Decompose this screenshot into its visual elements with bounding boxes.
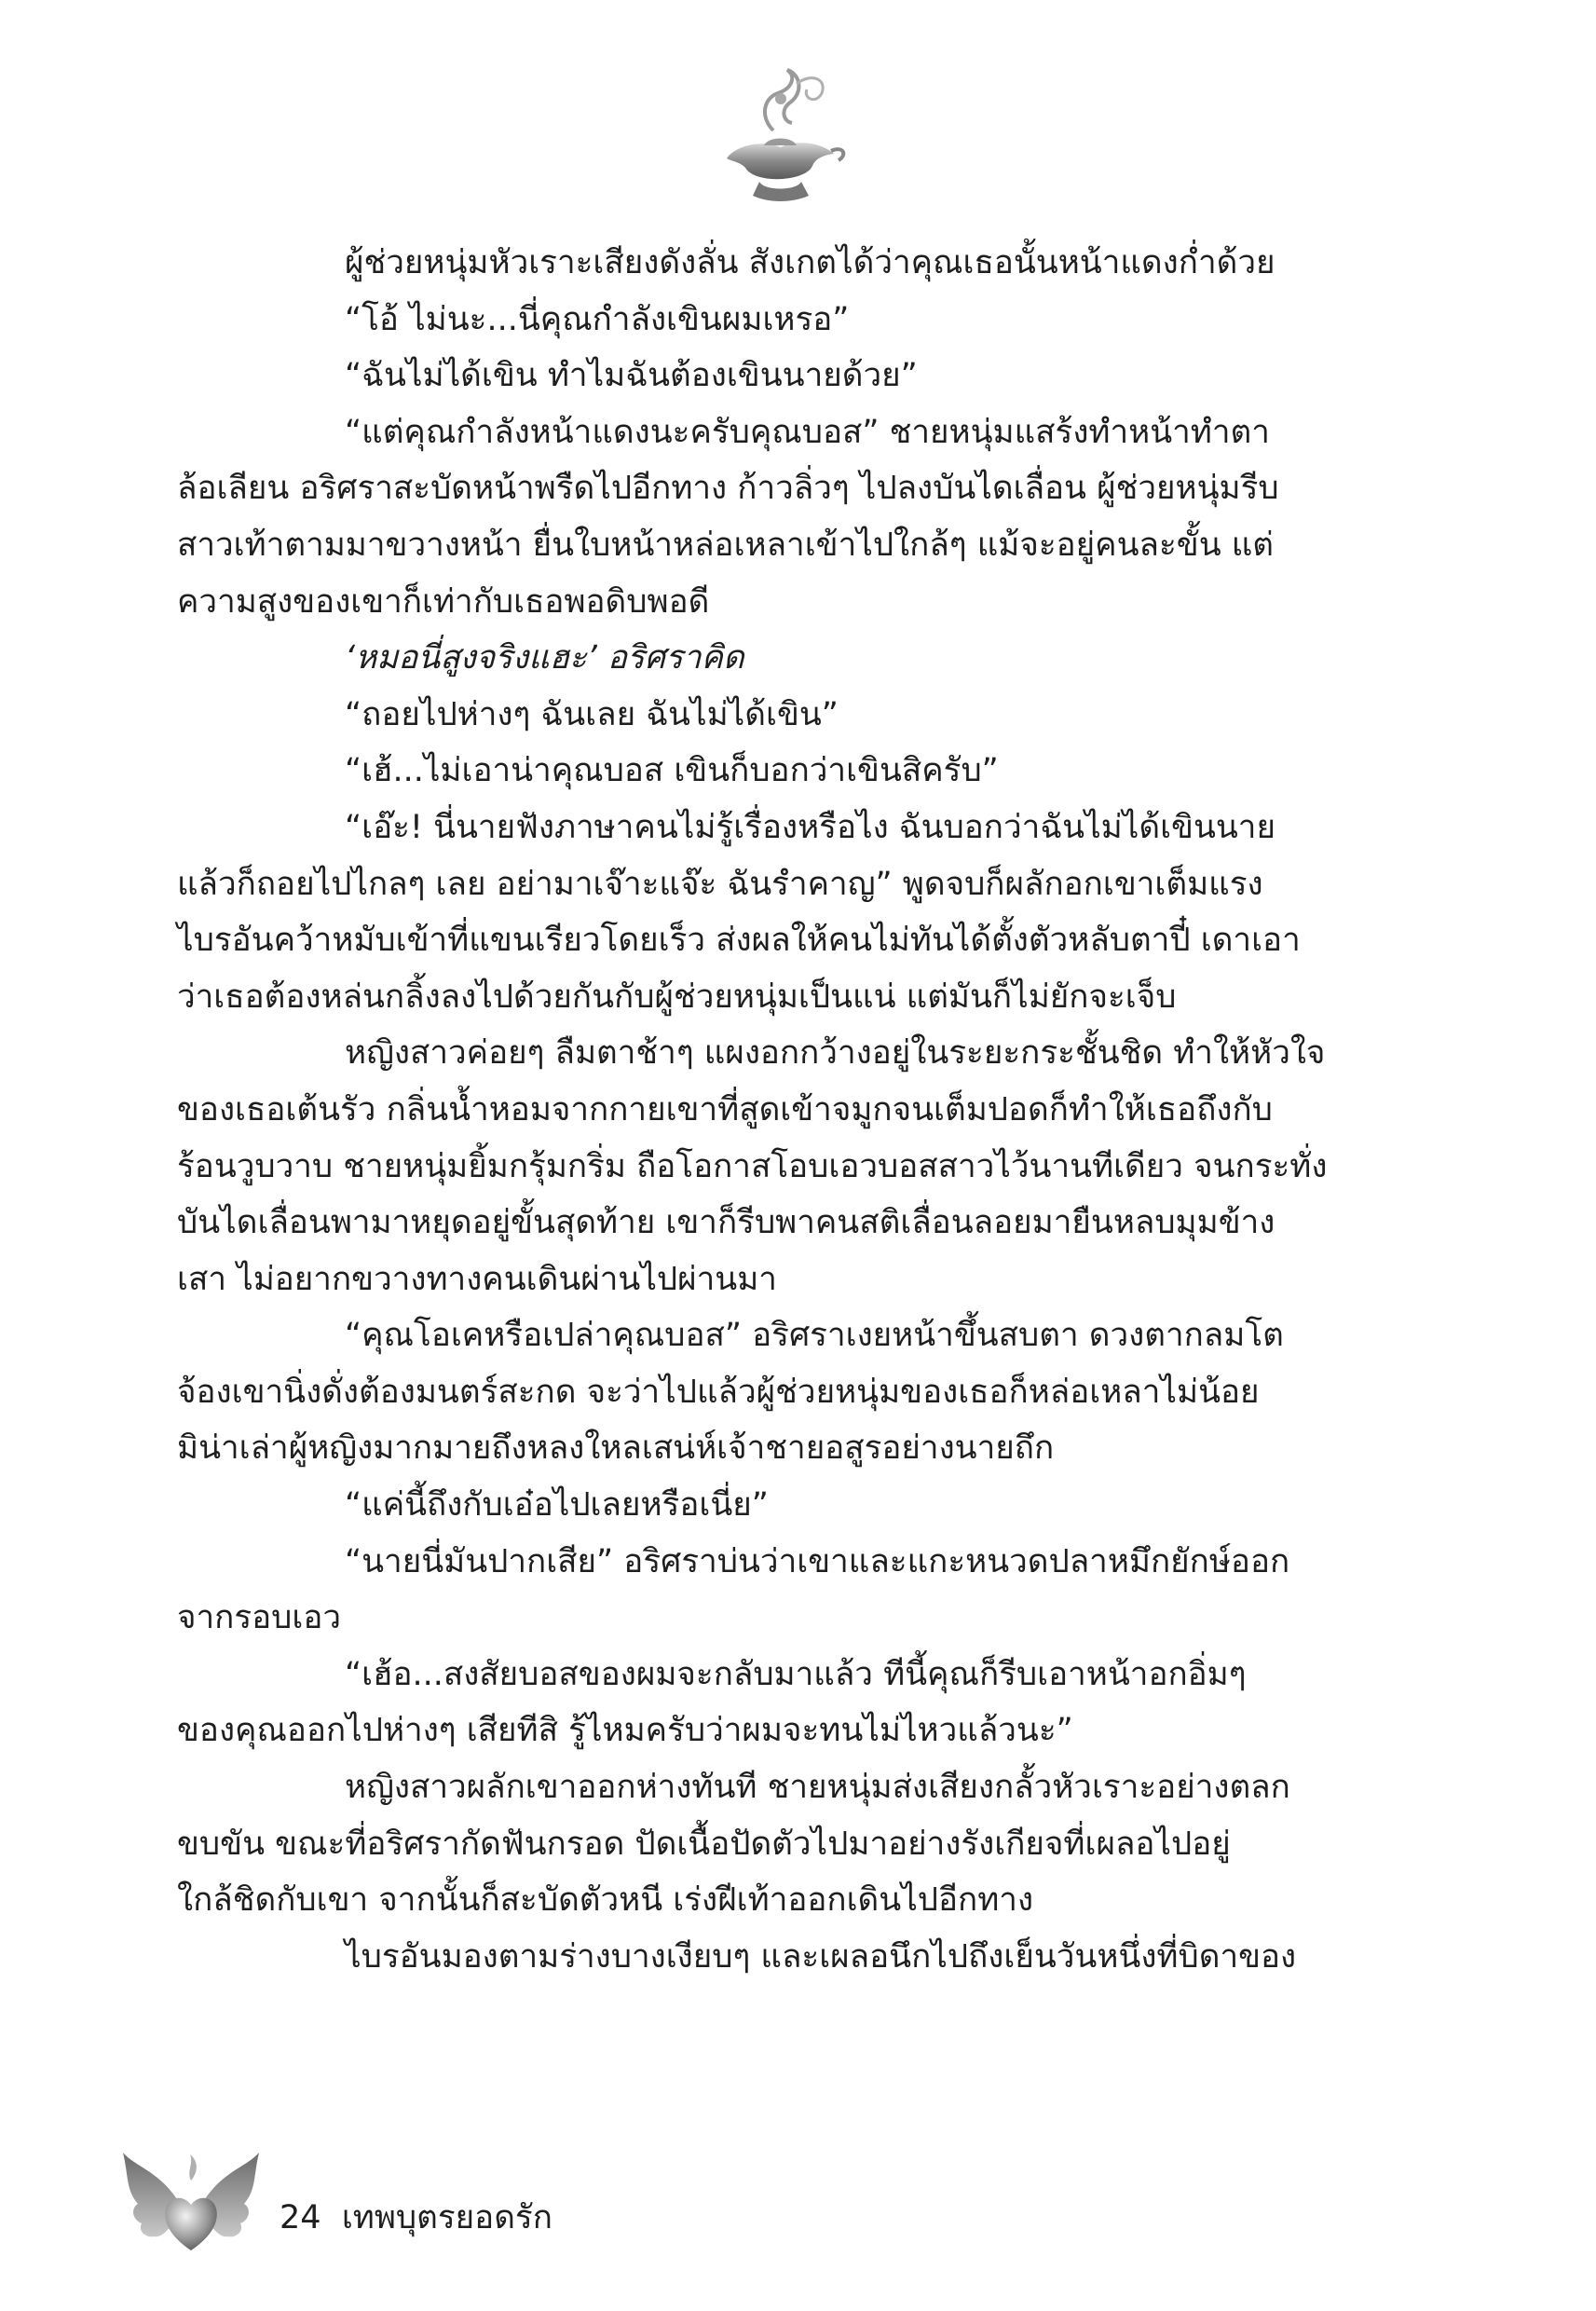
- paragraph-line: “เฮ้อ...สงสัยบอสของผมจะกลับมาแล้ว ทีนี้คุณก็รีบเอาหน้าอกอิ่มๆ: [345, 1655, 1247, 1693]
- paragraph-line: ‘หมอนี่สูงจริงแฮะ’ อริศราคิด: [345, 639, 744, 677]
- paragraph-line: “คุณโอเคหรือเปล่าคุณบอส” อริศราเงยหน้าขึ้นสบตา ดวงตากลมโต: [345, 1317, 1284, 1355]
- paragraph-line: “ฉันไม่ได้เขิน ทำไมฉันต้องเขินนายด้วย”: [345, 357, 918, 395]
- paragraph-line: สาวเท้าตามมาขวางหน้า ยื่นใบหน้าหล่อเหลาเข้าไปใกล้ๆ แม้จะอยู่คนละขั้น แต่: [177, 526, 1275, 564]
- paragraph-line: ไบรอันคว้าหมับเข้าที่แขนเรียวโดยเร็ว ส่งผลให้คนไม่ทันได้ตั้งตัวหลับตาปี๋ เดาเอา: [177, 922, 1301, 960]
- paragraph-line: หญิงสาวผลักเขาออกห่างทันที ชายหนุ่มส่งเสียงกลั้วหัวเราะอย่างตลก: [345, 1769, 1290, 1807]
- paragraph-line: ของคุณออกไปห่างๆ เสียทีสิ รู้ไหมครับว่าผมจะทนไม่ไหวแล้วนะ”: [177, 1712, 1073, 1750]
- winged-heart-icon: [121, 2134, 261, 2264]
- paragraph-line: ความสูงของเขาก็เท่ากับเธอพอดิบพอดี: [177, 582, 710, 621]
- paragraph-line: เสา ไม่อยากขวางทางคนเดินผ่านไปผ่านมา: [177, 1260, 777, 1298]
- paragraph-line: แล้วก็ถอยไปไกลๆ เลย อย่ามาเจ๊าะแจ๊ะ ฉันรำคาญ” พูดจบก็ผลักอกเขาเต็มแรง: [177, 865, 1263, 903]
- paragraph-line: ว่าเธอต้องหล่นกลิ้งลงไปด้วยกันกับผู้ช่วยหนุ่มเป็นแน่ แต่มันก็ไม่ยักจะเจ็บ: [177, 978, 1177, 1016]
- book-title: เทพบุตรยอดรัก: [341, 2199, 552, 2236]
- paragraph-line: “ถอยไปห่างๆ ฉันเลย ฉันไม่ได้เขิน”: [345, 695, 839, 733]
- paragraph-line: ใกล้ชิดกับเขา จากนั้นก็สะบัดตัวหนี เร่งฝีเท้าออกเดินไปอีกทาง: [177, 1881, 1034, 1920]
- paragraph-line: “โอ้ ไม่นะ...นี่คุณกำลังเขินผมเหรอ”: [345, 300, 850, 338]
- paragraph-line: ของเธอเต้นรัว กลิ่นน้ำหอมจากกายเขาที่สูดเข้าจมูกจนเต็มปอดก็ทำให้เธอถึงกับ: [177, 1090, 1273, 1128]
- page-number: 24: [280, 2199, 321, 2236]
- paragraph-line: บันไดเลื่อนพามาหยุดอยู่ขั้นสุดท้าย เขาก็รีบพาคนสติเลื่อนลอยมายืนหลบมุมข้าง: [177, 1204, 1275, 1242]
- paragraph-line: จากรอบเอว: [177, 1599, 342, 1637]
- paragraph-line: “แค่นี้ถึงกับเอ๋อไปเลยหรือเนี่ย”: [345, 1486, 769, 1525]
- paragraph-line: ผู้ช่วยหนุ่มหัวเราะเสียงดังลั่น สังเกตได้ว่าคุณเธอนั้นหน้าแดงก่ำด้วย: [345, 244, 1275, 281]
- paragraph-line: ล้อเลียน อริศราสะบัดหน้าพรืดไปอีกทาง ก้าวลิ่วๆ ไปลงบันไดเลื่อน ผู้ช่วยหนุ่มรีบ: [177, 470, 1279, 508]
- paragraph-line: มิน่าเล่าผู้หญิงมากมายถึงหลงใหลเสน่ห์เจ้าชายอสูรอย่างนายถึก: [177, 1429, 1055, 1468]
- paragraph-line: “เอ๊ะ! นี่นายฟังภาษาคนไม่รู้เรื่องหรือไง ฉันบอกว่าฉันไม่ได้เขินนาย: [345, 808, 1275, 846]
- paragraph-line: ร้อนวูบวาบ ชายหนุ่มยิ้มกรุ้มกริ่ม ถือโอกาสโอบเอวบอสสาวไว้นานทีเดียว จนกระทั่ง: [177, 1147, 1328, 1185]
- paragraph-line: จ้องเขานิ่งดั่งต้องมนตร์สะกด จะว่าไปแล้วผู้ช่วยหนุ่มของเธอก็หล่อเหลาไม่น้อย: [177, 1373, 1260, 1411]
- magic-lamp-icon: [708, 65, 848, 214]
- footer-text: [280, 2192, 552, 2243]
- paragraph-line: “นายนี่มันปากเสีย” อริศราบ่นว่าเขาและแกะหนวดปลาหมึกยักษ์ออก: [345, 1542, 1290, 1580]
- paragraph-line: ขบขัน ขณะที่อริศรากัดฟันกรอด ปัดเนื้อปัดตัวไปมาอย่างรังเกียจที่เผลอไปอยู่: [177, 1825, 1231, 1863]
- paragraph-line: หญิงสาวค่อยๆ ลืมตาช้าๆ แผงอกกว้างอยู่ในระยะกระชั้นชิด ทำให้หัวใจ: [345, 1034, 1326, 1073]
- page-footer: [121, 2134, 773, 2274]
- paragraph-line: “เฮ้...ไม่เอาน่าคุณบอส เขินก็บอกว่าเขินสิครับ”: [345, 752, 999, 790]
- paragraph-line: “แต่คุณกำลังหน้าแดงนะครับคุณบอส” ชายหนุ่มแสร้งทำหน้าทำตา: [345, 413, 1270, 451]
- body-text: [177, 235, 1374, 1985]
- paragraph-line: ไบรอันมองตามร่างบางเงียบๆ และเผลอนึกไปถึงเย็นวันหนึ่งที่บิดาของ: [345, 1937, 1297, 1976]
